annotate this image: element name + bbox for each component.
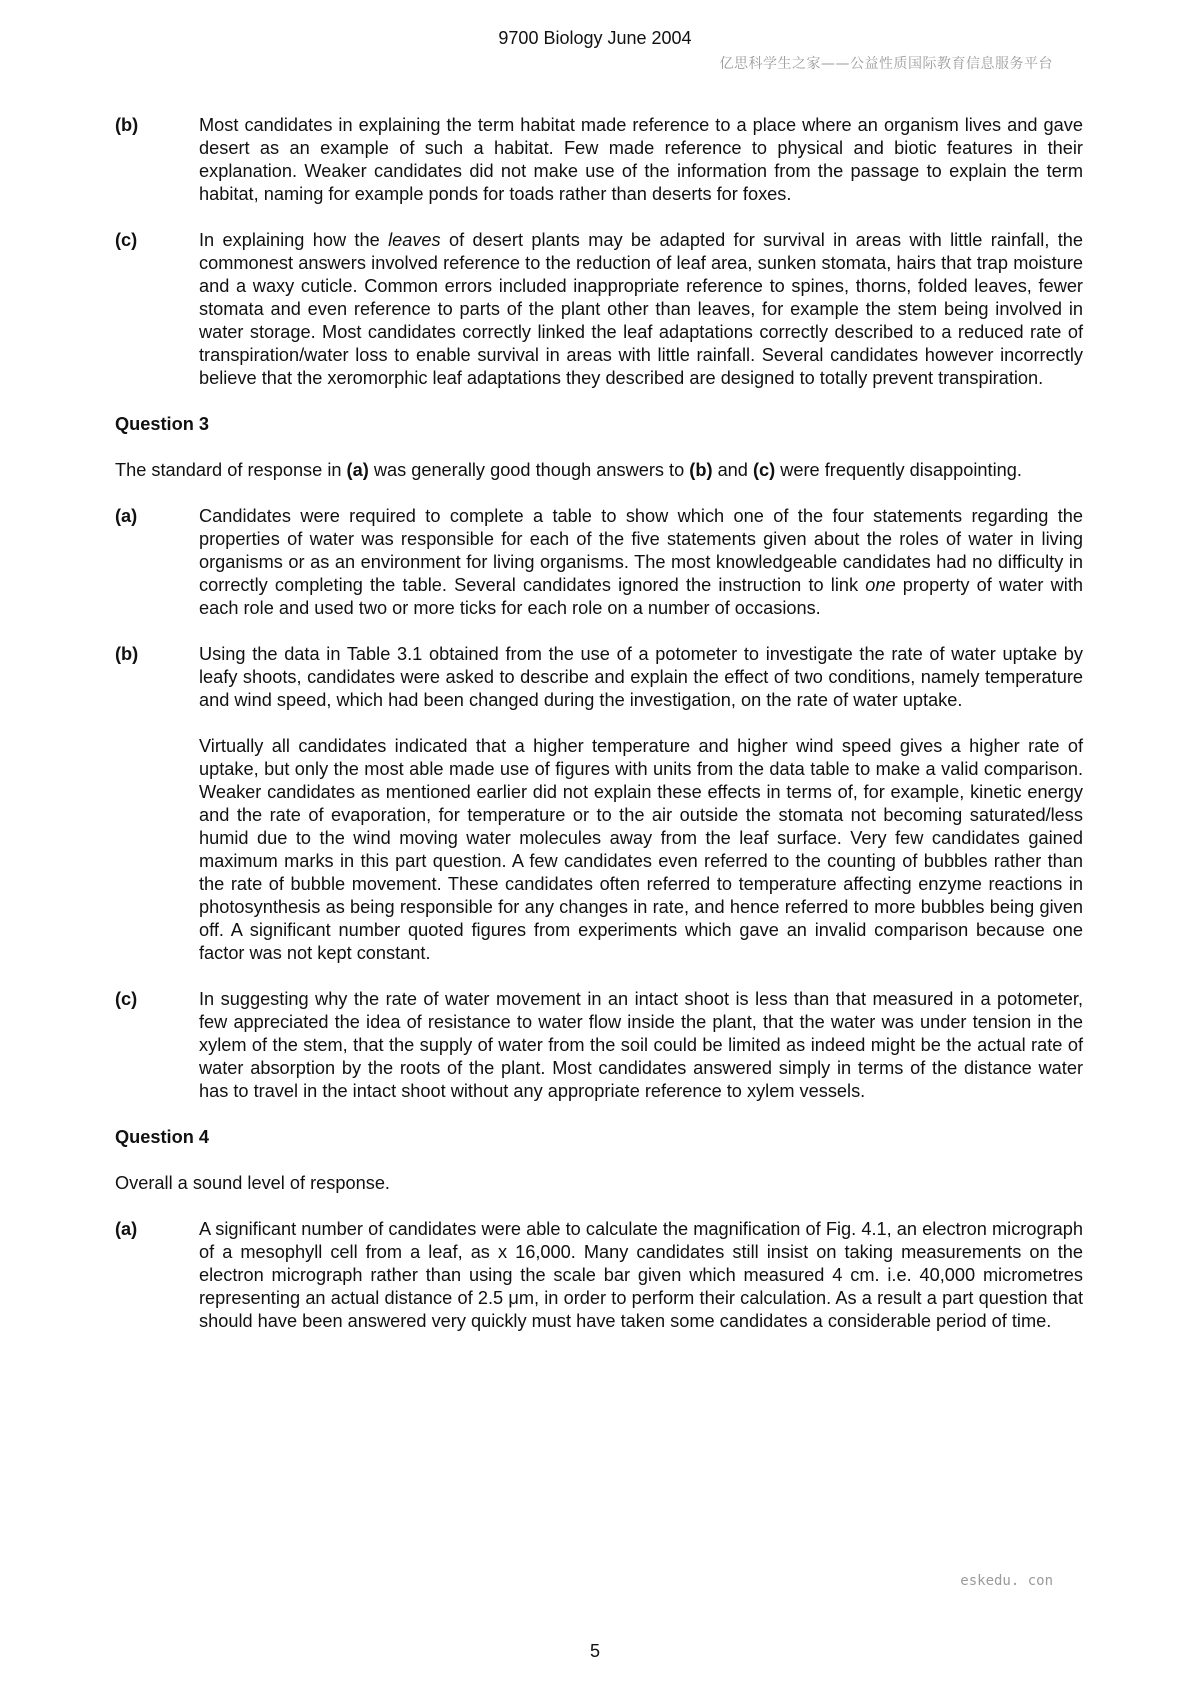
footer-watermark: eskedu. con	[960, 1573, 1053, 1589]
item-label: (a)	[115, 506, 138, 526]
item-body	[199, 114, 1083, 206]
item-text: Virtually all candidates indicated that a higher temperature and higher wind speed gives a higher rate of uptake, but only the most able made use of figures with units from the data table to make a valid comparison. Weaker candidates as mentioned earlier did not explain these effects in terms of, for example, kinetic energy and the rate of evaporation, for temperature or to the air outside the stomata not becoming saturated/less humid due to the wind moving water molecules away from the leaf surface. Very few candidates gained maximum marks in this part question. A few candidates even referred to the counting of bubbles rather than the rate of bubble movement. These candidates often referred to temperature affecting enzyme reactions in photosynthesis as being responsible for any changes in rate, and hence referred to more bubbles being given off. A significant number quoted figures from experiments which gave an invalid comparison because one factor was not kept constant.	[199, 736, 1083, 963]
emphasis-text: leaves	[388, 230, 441, 250]
text-run: The standard of response in	[115, 460, 347, 480]
item-body	[199, 988, 1083, 1103]
item-label: (c)	[115, 230, 138, 250]
item-label: (b)	[115, 115, 139, 135]
item-label: (a)	[115, 1219, 138, 1239]
question-3-part-c	[115, 988, 1083, 1103]
text-run: In explaining how the	[199, 230, 389, 250]
document-header-title: 9700 Biology June 2004	[498, 28, 692, 48]
document-body	[115, 114, 1083, 1356]
section-c-leaves	[115, 229, 1083, 390]
text-run: property of water with each role and used two or more ticks for each role on a number of occasions.	[199, 575, 1083, 618]
question-3-part-b	[115, 643, 1083, 965]
text-run: was generally good though answers to	[368, 460, 690, 480]
question-3-heading: Question 3	[115, 414, 209, 434]
item-body	[199, 643, 1083, 965]
text-run: and	[712, 460, 753, 480]
question-4-heading: Question 4	[115, 1127, 209, 1147]
question-4-part-a	[115, 1218, 1083, 1333]
item-body	[199, 1218, 1083, 1333]
section-b-habitat	[115, 114, 1083, 206]
header-watermark: 亿思科学生之家——公益性质国际教育信息服务平台	[719, 56, 1053, 72]
text-run: Candidates were required to complete a table to show which one of the four statements regarding the properties of water was responsible for each of the five statements given about the roles of water in living organisms or as an environment for living organisms. The most knowledgeable candidates had no difficulty in correctly completing the table. Several candidates ignored the instruction to link	[199, 506, 1083, 595]
item-text: Using the data in Table 3.1 obtained from the use of a potometer to investigate the rate of water uptake by leafy shoots, candidates were asked to describe and explain the effect of two conditions, namely temperature and wind speed, which had been changed during the investigation, on the rate of water uptake.	[199, 644, 1083, 710]
bold-ref: (c)	[752, 460, 776, 480]
text-run: of desert plants may be adapted for survival in areas with little rainfall, the commonest answers involved reference to the reduction of leaf area, sunken stomata, hairs that trap moisture and a waxy cuticle. Common errors included inappropriate reference to spines, thorns, folded leaves, fewer stomata and even reference to parts of the plant other than leaves, for example the stem being involved in water storage. Most candidates correctly linked the leaf adaptations correctly described to a reduced rate of transpiration/water loss to enable survival in areas with little rainfall. Several candidates however incorrectly believe that the xeromorphic leaf adaptations they described are designed to totally prevent transpiration.	[199, 230, 1084, 388]
question-3-intro	[115, 459, 1083, 482]
item-text	[199, 229, 1083, 390]
item-text: Most candidates in explaining the term habitat made reference to a place where an organism lives and gave desert as an example of such a habitat. Few made reference to physical and biotic features in their explanation. Weaker candidates did not make use of the information from the passage to explain the term habitat, naming for example ponds for toads rather than deserts for foxes.	[199, 115, 1083, 204]
question-3-part-a	[115, 505, 1083, 620]
bold-ref: (a)	[346, 460, 369, 480]
item-body	[199, 505, 1083, 620]
bold-ref: (b)	[689, 460, 713, 480]
emphasis-text: one	[865, 575, 896, 595]
text-run: were frequently disappointing.	[775, 460, 1022, 480]
item-label: (b)	[115, 644, 139, 664]
item-text	[199, 505, 1083, 620]
page-number: 5	[589, 1641, 600, 1661]
item-label: (c)	[115, 989, 138, 1009]
question-4-intro: Overall a sound level of response.	[115, 1173, 390, 1193]
item-body	[199, 229, 1083, 390]
item-text: A significant number of candidates were able to calculate the magnification of Fig. 4.1, an electron micrograph of a mesophyll cell from a leaf, as x 16,000. Many candidates still insist on taking measurements on the electron micrograph rather than using the scale bar given which measured 4 cm. i.e. 40,000 micrometres representing an actual distance of 2.5 μm, in order to perform their calculation. As a result a part question that should have been answered very quickly must have taken some candidates a considerable period of time.	[199, 1219, 1083, 1331]
item-text: In suggesting why the rate of water movement in an intact shoot is less than that measured in a potometer, few appreciated the idea of resistance to water flow inside the plant, that the water was under tension in the xylem of the stem, that the supply of water from the soil could be limited as indeed might be the actual rate of water absorption by the roots of the plant. Most candidates answered simply in terms of the distance water has to travel in the intact shoot without any appropriate reference to xylem vessels.	[199, 989, 1083, 1101]
